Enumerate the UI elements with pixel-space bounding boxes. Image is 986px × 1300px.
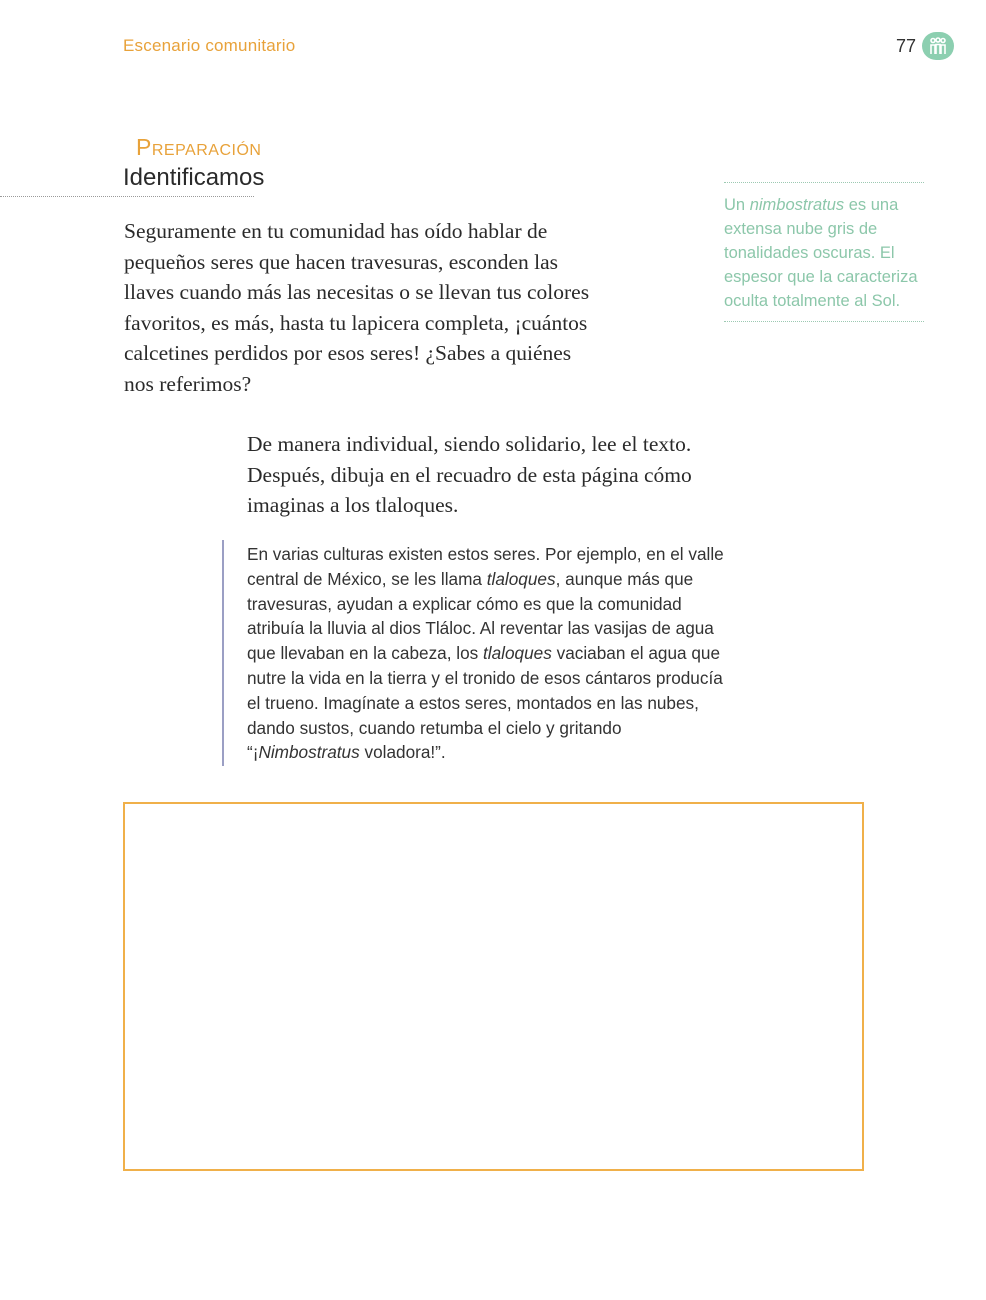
sidenote-prefix: Un xyxy=(724,196,750,214)
section-divider xyxy=(0,196,254,197)
section-label: Preparación xyxy=(136,134,262,160)
sidenote-term: nimbostratus xyxy=(749,196,845,214)
drawing-area[interactable] xyxy=(123,802,864,1171)
passage-part: vaciaban el agua que nutre la vida en la tierra y el tronido de esos cántaros producía el trueno. Imagínate a estos seres, montados en las nubes, dando sustos, cuando retumba el cielo y gritando “¡ xyxy=(247,643,723,763)
community-icon xyxy=(922,32,954,60)
sidenote-definition: es una extensa nube gris de tonalidades oscuras. El espesor que la caracteriza oculta totalmente al Sol. xyxy=(724,196,918,310)
reading-passage xyxy=(247,542,727,765)
passage-term: tlaloques xyxy=(486,568,556,589)
passage-term: tlaloques xyxy=(483,643,552,664)
intro-paragraph: Seguramente en tu comunidad has oído hablar de pequeños seres que hacen travesuras, esconden las llaves cuando más las necesitas o se llevan tus colores favoritos, es más, hasta tu lapicera completa, ¡cuántos calcetines perdidos por esos seres! ¿Sabes a quiénes nos referimos? xyxy=(124,219,590,396)
activity-instruction: De manera individual, siendo solidario, lee el texto. Después, dibuja en el recuadro de esta página cómo imaginas a los tlaloques. xyxy=(247,432,692,518)
section-title: Identificamos xyxy=(123,164,265,191)
running-head: Escenario comunitario xyxy=(123,36,296,55)
passage-part: voladora!”. xyxy=(359,742,446,763)
glossary-sidenote xyxy=(724,182,924,322)
passage-part: , aunque más que travesuras, ayudan a explicar cómo es que la comunidad atribuía la lluvia al dios Tláloc. Al reventar las vasijas de agua que llevaban en la cabeza, los xyxy=(247,568,714,664)
passage-part: En varias culturas existen estos seres. Por ejemplo, en el valle central de México, se les llama xyxy=(247,544,724,589)
passage-term: Nimbostratus xyxy=(258,742,360,763)
page-number: 77 xyxy=(896,36,917,56)
quote-bar xyxy=(222,540,224,766)
